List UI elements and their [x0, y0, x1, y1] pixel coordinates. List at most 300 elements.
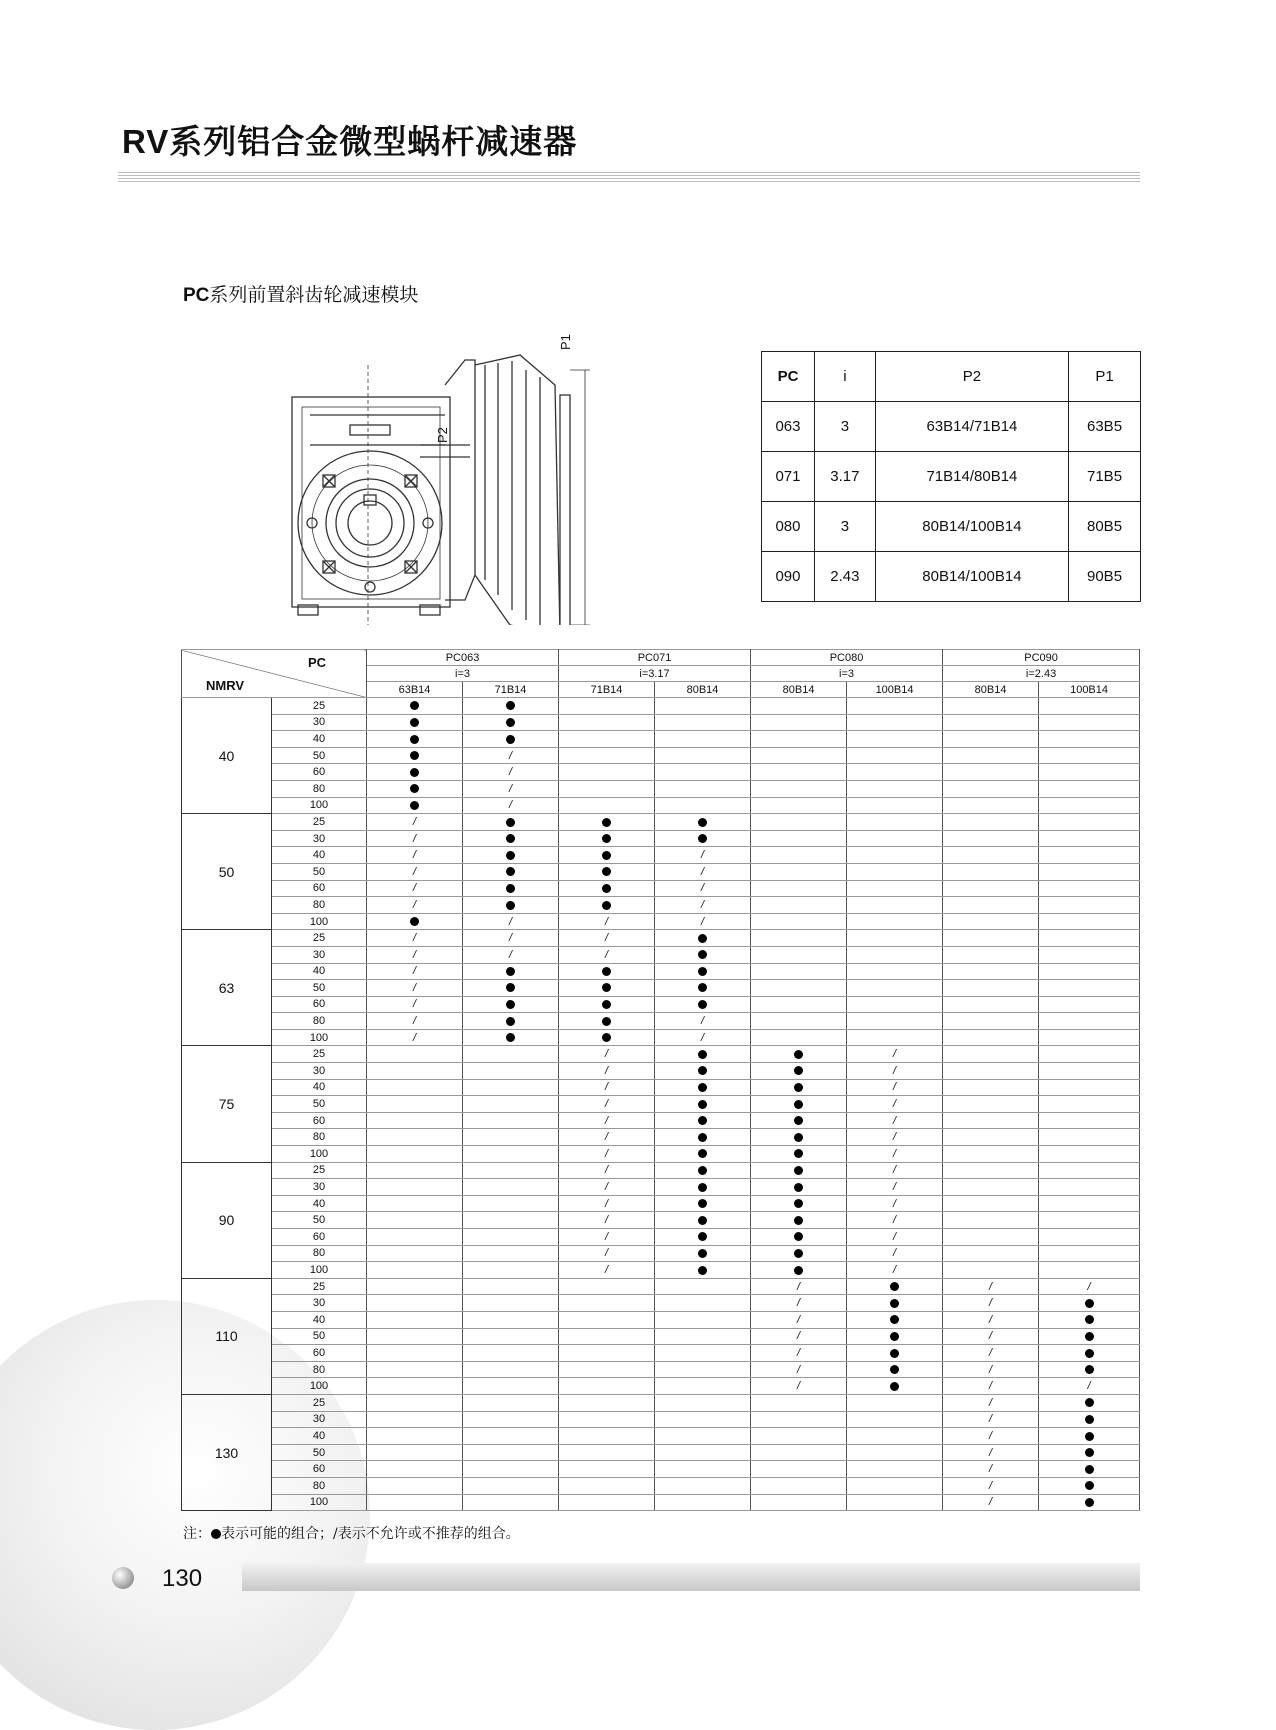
- compat-cell: [1039, 1461, 1140, 1478]
- compatible-dot-icon: [890, 1299, 899, 1308]
- table-row: [182, 1378, 1140, 1395]
- compatible-dot-icon: [602, 1017, 611, 1026]
- compatible-dot-icon: [794, 1149, 803, 1158]
- compat-cell: [463, 1212, 559, 1229]
- compatible-dot-icon: [698, 1166, 707, 1175]
- not-recommended-slash: /: [700, 865, 705, 878]
- compat-cell: [943, 1378, 1039, 1395]
- ratio-cell: 80: [272, 1129, 367, 1146]
- compat-cell: [463, 963, 559, 980]
- compat-cell: [943, 1229, 1039, 1246]
- compat-cell: [367, 814, 463, 831]
- not-recommended-slash: /: [989, 1346, 993, 1359]
- compat-cell: [559, 1477, 655, 1494]
- compat-cell: [1039, 1328, 1140, 1345]
- compatible-dot-icon: [698, 1183, 707, 1192]
- compat-cell: [655, 1295, 751, 1312]
- compat-cell: [847, 913, 943, 930]
- table-row: [182, 731, 1140, 748]
- compat-cell: [943, 897, 1039, 914]
- compat-cell: [1039, 714, 1140, 731]
- table-row: [182, 764, 1140, 781]
- ratio-cell: 40: [272, 1428, 367, 1445]
- not-recommended-slash: /: [700, 898, 705, 911]
- not-recommended-slash: /: [604, 1197, 609, 1210]
- nmrv-size-cell: 90: [182, 1162, 272, 1278]
- compat-cell: [751, 880, 847, 897]
- compat-cell: [943, 1461, 1039, 1478]
- compatible-dot-icon: [698, 950, 707, 959]
- compat-cell: [751, 980, 847, 997]
- compat-cell: [463, 996, 559, 1013]
- dot-symbol-icon: [211, 1529, 221, 1539]
- compat-cell: [367, 698, 463, 715]
- compat-cell: [943, 1411, 1039, 1428]
- compatible-dot-icon: [506, 967, 515, 976]
- not-recommended-slash: /: [1087, 1280, 1091, 1293]
- compat-cell: [1039, 980, 1140, 997]
- compatible-dot-icon: [602, 867, 611, 876]
- compat-cell: [559, 1229, 655, 1246]
- not-recommended-slash: /: [508, 915, 513, 928]
- compat-cell: [463, 1179, 559, 1196]
- not-recommended-slash: /: [1087, 1380, 1091, 1393]
- flange-col-header: 80B14: [751, 682, 847, 698]
- compat-cell: [847, 1096, 943, 1113]
- compat-cell: [559, 1461, 655, 1478]
- ratio-cell: 30: [272, 1063, 367, 1080]
- flange-col-header: 71B14: [463, 682, 559, 698]
- spec-cell: 063: [762, 402, 815, 452]
- compatible-dot-icon: [1085, 1498, 1094, 1507]
- compat-cell: [847, 1129, 943, 1146]
- flange-col-header: 71B14: [559, 682, 655, 698]
- ratio-cell: 50: [272, 1328, 367, 1345]
- compat-cell: [559, 1013, 655, 1030]
- compat-cell: [751, 714, 847, 731]
- ratio-cell: 50: [272, 1096, 367, 1113]
- spec-cell: 90B5: [1069, 552, 1141, 602]
- ratio-cell: 50: [272, 1444, 367, 1461]
- compat-cell: [1039, 1311, 1140, 1328]
- compat-cell: [847, 1394, 943, 1411]
- compatible-dot-icon: [1085, 1432, 1094, 1441]
- compat-cell: [463, 1162, 559, 1179]
- compat-cell: [463, 1361, 559, 1378]
- compat-cell: [943, 1212, 1039, 1229]
- not-recommended-slash: /: [989, 1297, 993, 1310]
- compat-cell: [751, 1029, 847, 1046]
- compat-cell: [559, 1394, 655, 1411]
- table-row: [182, 963, 1140, 980]
- compat-cell: [847, 930, 943, 947]
- compat-cell: [559, 1262, 655, 1279]
- table-row: [182, 1129, 1140, 1146]
- compatible-dot-icon: [410, 784, 419, 793]
- compat-cell: [847, 1013, 943, 1030]
- corner-nmrv-label: NMRV: [206, 678, 245, 693]
- compat-cell: [463, 1411, 559, 1428]
- compat-cell: [943, 1311, 1039, 1328]
- compat-cell: [847, 1195, 943, 1212]
- table-row: [182, 1212, 1140, 1229]
- ratio-cell: 80: [272, 1361, 367, 1378]
- nmrv-size-cell: 75: [182, 1046, 272, 1162]
- compat-cell: [463, 1046, 559, 1063]
- ratio-cell: 100: [272, 797, 367, 814]
- page-number: 130: [162, 1565, 203, 1592]
- compat-cell: [463, 1311, 559, 1328]
- compat-cell: [943, 830, 1039, 847]
- compatible-dot-icon: [890, 1382, 899, 1391]
- not-recommended-slash: /: [412, 998, 417, 1011]
- compat-cell: [559, 930, 655, 947]
- not-recommended-slash: /: [893, 1164, 897, 1177]
- compat-cell: [943, 1494, 1039, 1511]
- compat-cell: [751, 946, 847, 963]
- compat-cell: [1039, 1378, 1140, 1395]
- ratio-cell: 25: [272, 1162, 367, 1179]
- table-row: [182, 847, 1140, 864]
- compat-cell: [943, 1046, 1039, 1063]
- spec-cell: 3.17: [814, 452, 875, 502]
- compat-cell: [463, 913, 559, 930]
- compat-cell: [559, 1328, 655, 1345]
- compat-cell: [655, 731, 751, 748]
- compat-cell: [559, 1179, 655, 1196]
- compat-cell: [943, 747, 1039, 764]
- compat-cell: [367, 1411, 463, 1428]
- compat-cell: [943, 1029, 1039, 1046]
- ratio-cell: 40: [272, 963, 367, 980]
- ratio-cell: 50: [272, 980, 367, 997]
- table-row: [182, 913, 1140, 930]
- not-recommended-slash: /: [893, 1147, 897, 1160]
- compat-cell: [847, 1146, 943, 1163]
- ratio-cell: 100: [272, 913, 367, 930]
- compatible-dot-icon: [794, 1166, 803, 1175]
- compat-cell: [751, 780, 847, 797]
- spec-cell: 3: [814, 502, 875, 552]
- compat-cell: [367, 747, 463, 764]
- compat-cell: [655, 1245, 751, 1262]
- compat-cell: [1039, 814, 1140, 831]
- compat-cell: [1039, 1229, 1140, 1246]
- compatible-dot-icon: [602, 1000, 611, 1009]
- compat-cell: [847, 1311, 943, 1328]
- compat-cell: [751, 847, 847, 864]
- compat-cell: [1039, 1013, 1140, 1030]
- compatible-dot-icon: [890, 1349, 899, 1358]
- compat-cell: [1039, 1162, 1140, 1179]
- compat-cell: [559, 1129, 655, 1146]
- not-recommended-slash: /: [797, 1346, 801, 1359]
- ratio-cell: 60: [272, 1112, 367, 1129]
- compat-cell: [463, 1428, 559, 1445]
- table-row: [182, 1245, 1140, 1262]
- compat-cell: [847, 780, 943, 797]
- compat-cell: [943, 1394, 1039, 1411]
- compat-cell: [943, 780, 1039, 797]
- compat-cell: [367, 1311, 463, 1328]
- compat-cell: [463, 1229, 559, 1246]
- compat-cell: [751, 1345, 847, 1362]
- compat-cell: [847, 1295, 943, 1312]
- compatible-dot-icon: [410, 917, 419, 926]
- compat-cell: [751, 1295, 847, 1312]
- group-name-cell: PC080: [751, 650, 943, 666]
- compat-cell: [655, 1013, 751, 1030]
- compat-cell: [559, 1311, 655, 1328]
- compat-cell: [847, 946, 943, 963]
- not-recommended-slash: /: [797, 1330, 801, 1343]
- spec-cell: 71B5: [1069, 452, 1141, 502]
- compatible-dot-icon: [698, 1249, 707, 1258]
- compat-cell: [847, 714, 943, 731]
- compatible-dot-icon: [698, 983, 707, 992]
- compatible-dot-icon: [794, 1133, 803, 1142]
- compat-cell: [847, 731, 943, 748]
- compatible-dot-icon: [506, 701, 515, 710]
- compat-cell: [655, 980, 751, 997]
- compat-cell: [559, 1063, 655, 1080]
- compat-cell: [559, 797, 655, 814]
- not-recommended-slash: /: [893, 1114, 897, 1127]
- compat-cell: [1039, 1262, 1140, 1279]
- compat-cell: [367, 731, 463, 748]
- compat-cell: [1039, 1046, 1140, 1063]
- note-prefix: 注：: [183, 1526, 211, 1542]
- compat-cell: [463, 797, 559, 814]
- table-row: [182, 880, 1140, 897]
- compat-cell: [367, 1112, 463, 1129]
- compat-cell: [943, 1112, 1039, 1129]
- gearbox-drawing: [270, 325, 600, 625]
- group-ratio-cell: i=3: [751, 666, 943, 682]
- spec-cell: 071: [762, 452, 815, 502]
- compat-cell: [943, 1013, 1039, 1030]
- compat-cell: [367, 1029, 463, 1046]
- compat-cell: [847, 1245, 943, 1262]
- ratio-cell: 100: [272, 1146, 367, 1163]
- compat-cell: [367, 1494, 463, 1511]
- compat-cell: [943, 698, 1039, 715]
- not-recommended-slash: /: [893, 1197, 897, 1210]
- not-recommended-slash: /: [893, 1263, 897, 1276]
- compat-cell: [847, 1262, 943, 1279]
- compat-cell: [1039, 1428, 1140, 1445]
- spec-cell: 71B14/80B14: [875, 452, 1068, 502]
- compat-cell: [655, 880, 751, 897]
- compat-cell: [559, 830, 655, 847]
- corner-pc-label: PC: [307, 655, 326, 670]
- table-row: [182, 1328, 1140, 1345]
- compat-cell: [655, 1411, 751, 1428]
- table-row: [182, 1295, 1140, 1312]
- compatible-dot-icon: [794, 1216, 803, 1225]
- compatible-dot-icon: [506, 818, 515, 827]
- compat-cell: [751, 863, 847, 880]
- compat-cell: [559, 863, 655, 880]
- compat-cell: [1039, 1195, 1140, 1212]
- compat-cell: [655, 1079, 751, 1096]
- compat-cell: [943, 996, 1039, 1013]
- compat-cell: [943, 1179, 1039, 1196]
- compat-cell: [655, 1212, 751, 1229]
- compatible-dot-icon: [794, 1050, 803, 1059]
- not-recommended-slash: /: [604, 1048, 609, 1061]
- ratio-cell: 100: [272, 1378, 367, 1395]
- compatible-dot-icon: [410, 768, 419, 777]
- table-row: [182, 930, 1140, 947]
- ratio-cell: 30: [272, 714, 367, 731]
- table-row: [182, 780, 1140, 797]
- compat-cell: [655, 1162, 751, 1179]
- compat-cell: [463, 1029, 559, 1046]
- ratio-cell: 100: [272, 1029, 367, 1046]
- compat-cell: [751, 797, 847, 814]
- compatible-dot-icon: [698, 1199, 707, 1208]
- compat-cell: [463, 1394, 559, 1411]
- ratio-cell: 50: [272, 863, 367, 880]
- spec-cell: 080: [762, 502, 815, 552]
- group-ratio-cell: i=2.43: [943, 666, 1140, 682]
- compatible-dot-icon: [794, 1083, 803, 1092]
- section-title: [183, 280, 418, 307]
- compatible-dot-icon: [794, 1199, 803, 1208]
- compat-cell: [463, 1245, 559, 1262]
- compat-cell: [367, 1079, 463, 1096]
- compat-cell: [463, 731, 559, 748]
- compat-cell: [655, 698, 751, 715]
- spec-cell: 80B14/100B14: [875, 552, 1068, 602]
- compat-cell: [559, 1112, 655, 1129]
- compatible-dot-icon: [1085, 1465, 1094, 1474]
- compat-cell: [847, 1162, 943, 1179]
- compat-cell: [1039, 797, 1140, 814]
- compat-cell: [943, 797, 1039, 814]
- compat-cell: [463, 1195, 559, 1212]
- not-recommended-slash: /: [893, 1214, 897, 1227]
- compat-cell: [847, 830, 943, 847]
- ratio-cell: 25: [272, 1394, 367, 1411]
- compat-cell: [655, 830, 751, 847]
- compat-cell: [943, 946, 1039, 963]
- ratio-cell: 30: [272, 1411, 367, 1428]
- compat-cell: [463, 1444, 559, 1461]
- compat-cell: [1039, 1295, 1140, 1312]
- compat-cell: [751, 897, 847, 914]
- compat-cell: [463, 747, 559, 764]
- compat-cell: [751, 814, 847, 831]
- compat-cell: [559, 714, 655, 731]
- table-row: [182, 797, 1140, 814]
- not-recommended-slash: /: [700, 849, 705, 862]
- not-recommended-slash: /: [893, 1048, 897, 1061]
- compat-cell: [943, 1096, 1039, 1113]
- compat-cell: [559, 1096, 655, 1113]
- nmrv-size-cell: 50: [182, 814, 272, 930]
- compat-cell: [367, 847, 463, 864]
- compat-cell: [655, 1112, 751, 1129]
- compatible-dot-icon: [698, 818, 707, 827]
- compat-cell: [559, 963, 655, 980]
- compat-cell: [847, 1428, 943, 1445]
- compat-cell: [847, 814, 943, 831]
- p2-label: P2: [435, 427, 450, 443]
- compat-cell: [751, 747, 847, 764]
- compatible-dot-icon: [602, 967, 611, 976]
- nmrv-size-cell: 40: [182, 698, 272, 814]
- ratio-cell: 80: [272, 1477, 367, 1494]
- ratio-cell: 60: [272, 880, 367, 897]
- not-recommended-slash: /: [893, 1081, 897, 1094]
- nmrv-size-cell: 110: [182, 1278, 272, 1394]
- compat-cell: [367, 913, 463, 930]
- compat-cell: [943, 1345, 1039, 1362]
- compat-cell: [655, 963, 751, 980]
- ratio-cell: 100: [272, 1494, 367, 1511]
- compatible-dot-icon: [794, 1116, 803, 1125]
- compat-cell: [1039, 913, 1140, 930]
- not-recommended-slash: /: [604, 1081, 609, 1094]
- not-recommended-slash: /: [412, 832, 417, 845]
- compat-cell: [463, 1328, 559, 1345]
- not-recommended-slash: /: [508, 749, 513, 762]
- compat-cell: [847, 996, 943, 1013]
- ratio-cell: 30: [272, 830, 367, 847]
- compat-cell: [751, 1063, 847, 1080]
- compat-cell: [367, 1295, 463, 1312]
- compatible-dot-icon: [794, 1183, 803, 1192]
- compat-cell: [847, 764, 943, 781]
- ratio-cell: 40: [272, 847, 367, 864]
- compat-cell: [655, 897, 751, 914]
- compatible-dot-icon: [794, 1100, 803, 1109]
- compat-cell: [463, 1477, 559, 1494]
- compat-cell: [943, 880, 1039, 897]
- compatible-dot-icon: [602, 983, 611, 992]
- compat-cell: [367, 1245, 463, 1262]
- table-row: [182, 1096, 1140, 1113]
- spec-row: [762, 502, 1141, 552]
- compat-cell: [655, 1096, 751, 1113]
- compatible-dot-icon: [1085, 1398, 1094, 1407]
- flange-col-header: 100B14: [847, 682, 943, 698]
- group-name-cell: PC071: [559, 650, 751, 666]
- compat-cell: [943, 1079, 1039, 1096]
- compat-cell: [943, 963, 1039, 980]
- compat-cell: [943, 980, 1039, 997]
- compat-cell: [943, 1245, 1039, 1262]
- ratio-cell: 80: [272, 897, 367, 914]
- table-row: [182, 1477, 1140, 1494]
- compat-cell: [751, 1394, 847, 1411]
- compat-cell: [847, 747, 943, 764]
- compatible-dot-icon: [698, 1116, 707, 1125]
- compat-cell: [847, 698, 943, 715]
- compat-cell: [751, 1262, 847, 1279]
- spec-header-cell: i: [814, 352, 875, 402]
- table-row: [182, 897, 1140, 914]
- ratio-cell: 25: [272, 1278, 367, 1295]
- compatible-dot-icon: [410, 701, 419, 710]
- not-recommended-slash: /: [604, 1114, 609, 1127]
- compat-cell: [751, 996, 847, 1013]
- not-recommended-slash: /: [893, 1181, 897, 1194]
- not-recommended-slash: /: [797, 1280, 801, 1293]
- table-row: [182, 698, 1140, 715]
